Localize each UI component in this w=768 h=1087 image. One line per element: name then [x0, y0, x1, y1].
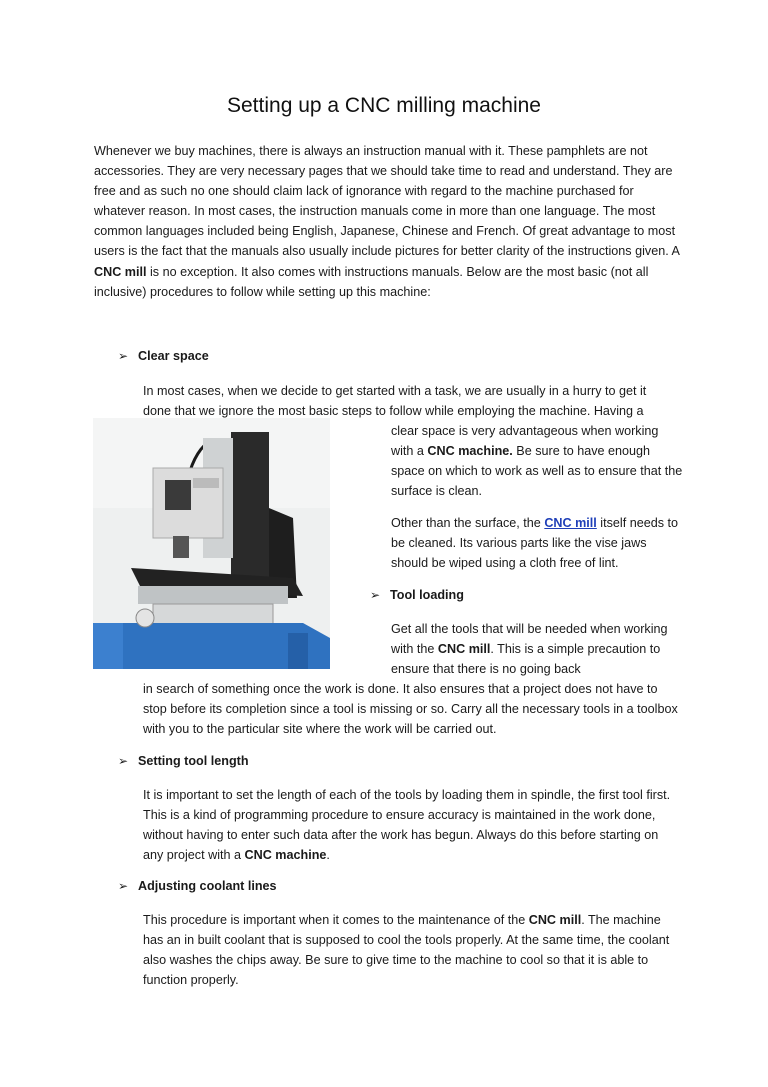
- heading-setting-tool-length-label: Setting tool length: [138, 754, 249, 768]
- tool-loading-text-a: Get all the tools that will be needed when working with the: [391, 622, 668, 657]
- bold-cnc-machine: CNC machine.: [427, 444, 513, 459]
- clear-space-text-a: clear space is very advantageous when working with a: [391, 424, 659, 459]
- adjusting-coolant-text-b: . The machine has an in built coolant that is supposed to cool the tools properly. At the same time, the coolant also washes the chips away. Be sure to give time to the machine to cool so that it is able to function properly.: [143, 913, 670, 988]
- heading-adjusting-coolant-label: Adjusting coolant lines: [138, 879, 277, 893]
- cnc-mill-link[interactable]: CNC mill: [544, 516, 597, 530]
- arrow-bullet-icon: ➢: [370, 588, 381, 602]
- bold-cnc-machine-2: CNC machine: [244, 848, 327, 863]
- heading-setting-tool-length: [118, 751, 249, 771]
- heading-clear-space-label: Clear space: [138, 349, 209, 363]
- bold-cnc-mill-2: CNC mill: [528, 913, 582, 927]
- setting-tool-length-text-b: .: [326, 848, 330, 863]
- setting-tool-length-para: [143, 785, 678, 865]
- cnc-mill-photo: [93, 418, 330, 669]
- heading-clear-space: [118, 346, 209, 366]
- clear-space-para-top: In most cases, when we decide to get started with a task, we are usually in a hurry to get it done that we ignore the most basic steps to follow while employing the machine. Having a: [143, 384, 647, 419]
- intro-paragraph: [94, 141, 684, 302]
- clear-space-para2-text-a: Other than the surface, the: [391, 516, 545, 530]
- heading-tool-loading-label: Tool loading: [390, 588, 464, 602]
- tool-loading-text-b: . This is a simple precaution to ensure that there is no going back: [391, 642, 661, 677]
- heading-adjusting-coolant: [118, 876, 277, 896]
- arrow-bullet-icon: ➢: [118, 754, 129, 768]
- clear-space-text-b: Be sure to have enough space on which to work as well as to ensure that the surface is clean.: [391, 444, 683, 499]
- adjusting-coolant-text-a: This procedure is important when it comes to the maintenance of the: [143, 913, 529, 927]
- setting-tool-length-text-a: It is important to set the length of each of the tools by loading them in spindle, the first tool first. This is a kind of programming procedure to ensure accuracy is maintained in the work done, without having to enter such data after the work has begun. Always do this before starting on any project with a: [143, 788, 671, 863]
- tool-loading-para-full: in search of something once the work is done. It also ensures that a project does not have to stop before its completion since a tool is missing or so. Carry all the necessary tools in a toolbox with you to the particular site where the work will be carried out.: [143, 682, 678, 737]
- adjusting-coolant-para: [143, 910, 678, 990]
- intro-text-2: is no exception. It also comes with instructions manuals. Below are the most basic (not all inclusive) procedures to follow while setting up this machine:: [94, 264, 649, 299]
- clear-space-para-2: [391, 513, 683, 573]
- heading-tool-loading: [370, 585, 464, 605]
- intro-bold-cnc-mill: CNC mill: [94, 264, 147, 279]
- intro-text-1: Whenever we buy machines, there is always an instruction manual with it. These pamphlets are not accessories. They are very necessary pages that we should take time to read and understand. They are free and as such no one should claim lack of ignorance with regard to the machine purchased for whatever reason. In most cases, the instruction manuals come in more than one language. The most common languages included being English, Japanese, Chinese and French. Of great advantage to most users is the fact that the manuals also usually include pictures for better clarity of the instructions given. A: [94, 144, 680, 259]
- tool-loading-para-right: [391, 619, 683, 679]
- page-title: Setting up a CNC milling machine: [227, 94, 541, 117]
- clear-space-para2-text-b: itself needs to be cleaned. Its various parts like the vise jaws should be wiped using a cloth free of lint.: [391, 516, 679, 571]
- clear-space-para-right: [391, 421, 683, 501]
- arrow-bullet-icon: ➢: [118, 349, 129, 363]
- arrow-bullet-icon: ➢: [118, 879, 129, 893]
- bold-cnc-mill: CNC mill: [437, 642, 491, 657]
